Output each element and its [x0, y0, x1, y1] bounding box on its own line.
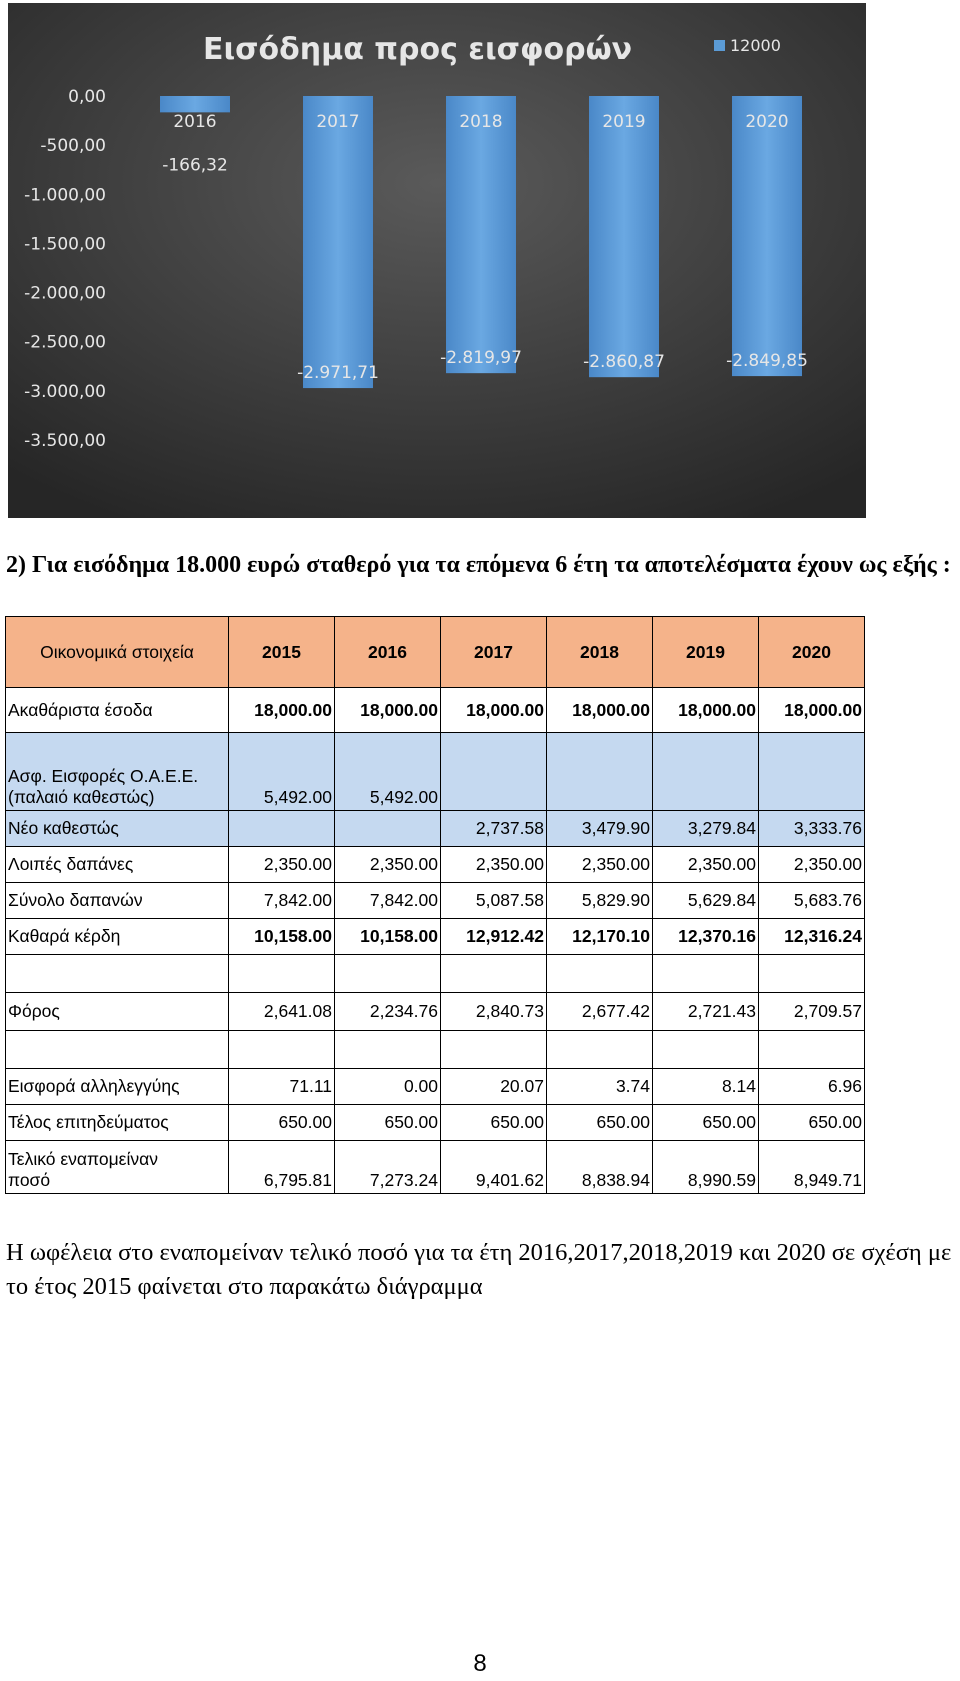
table-cell: 18,000.00 [441, 688, 547, 733]
table-cell [653, 733, 759, 811]
table-cell: 0.00 [335, 1069, 441, 1105]
table-cell: 18,000.00 [759, 688, 865, 733]
table-cell: 7,842.00 [335, 883, 441, 919]
table-cell [229, 811, 335, 847]
y-tick-label: -2.000,00 [24, 283, 106, 304]
table-cell: 3,479.90 [547, 811, 653, 847]
table-cell: 7,273.24 [335, 1141, 441, 1194]
bar [732, 96, 802, 376]
y-tick-label: -500,00 [40, 136, 106, 157]
y-tick-label: -2.500,00 [24, 332, 106, 353]
table-cell: 2,350.00 [759, 847, 865, 883]
y-tick-label: 0,00 [68, 87, 106, 107]
table-cell: 3,279.84 [653, 811, 759, 847]
table-header-row [6, 617, 865, 688]
table-cell: 650.00 [229, 1105, 335, 1141]
table-cell [335, 811, 441, 847]
category-label: 2016 [173, 112, 217, 132]
table-cell: 2,737.58 [441, 811, 547, 847]
year-header: 2016 [335, 617, 441, 688]
table-cell: 12,316.24 [759, 919, 865, 955]
legend-swatch [714, 40, 725, 51]
year-header: 2015 [229, 617, 335, 688]
row-label-line: Ασφ. Εισφορές Ο.Α.Ε.Ε. [8, 766, 199, 786]
row-spacer [6, 955, 865, 993]
row-label-line: Τελικό εναπομείναν [8, 1149, 158, 1169]
table-cell: 6.96 [759, 1069, 865, 1105]
table-cell: 5,683.76 [759, 883, 865, 919]
row-label: Ακαθάριστα έσοδα [6, 688, 229, 733]
table-cell: 18,000.00 [229, 688, 335, 733]
row-new-regime [6, 811, 865, 847]
data-label: -2.849,85 [726, 351, 808, 372]
table-cell: 12,370.16 [653, 919, 759, 955]
bar [303, 96, 373, 388]
table-cell: 20.07 [441, 1069, 547, 1105]
table-cell: 650.00 [759, 1105, 865, 1141]
table-cell: 12,912.42 [441, 919, 547, 955]
data-label: -2.819,97 [440, 348, 522, 369]
table-cell [759, 733, 865, 811]
row-spacer [6, 1031, 865, 1069]
row-label: Σύνολο δαπανών [6, 883, 229, 919]
legend-label: 12000 [730, 36, 781, 55]
row-other-expenses [6, 847, 865, 883]
y-tick-label: -3.000,00 [24, 381, 106, 402]
table-cell: 650.00 [441, 1105, 547, 1141]
year-header: 2017 [441, 617, 547, 688]
table-cell: 2,677.42 [547, 993, 653, 1031]
table-cell: 2,709.57 [759, 993, 865, 1031]
table-cell: 5,829.90 [547, 883, 653, 919]
row-label [6, 1141, 229, 1194]
bar [160, 96, 230, 112]
y-tick-label: -1.500,00 [24, 234, 106, 255]
table-cell: 18,000.00 [653, 688, 759, 733]
table-cell: 10,158.00 [335, 919, 441, 955]
y-tick-label: -1.000,00 [24, 185, 106, 206]
section-heading: 2) Για εισόδημα 18.000 ευρώ σταθερό για τα επόμενα 6 έτη τα αποτελέσματα έχουν ως εξής : [6, 552, 951, 578]
row-label: Φόρος [6, 993, 229, 1031]
table-cell: 12,170.10 [547, 919, 653, 955]
row-total-expenses [6, 883, 865, 919]
bar [446, 96, 516, 373]
row-label [6, 733, 229, 811]
page-number: 8 [473, 1650, 487, 1677]
year-header: 2020 [759, 617, 865, 688]
table-cell: 6,795.81 [229, 1141, 335, 1194]
table-cell: 3,333.76 [759, 811, 865, 847]
row-label-line: ποσό [8, 1170, 51, 1190]
category-label: 2019 [602, 112, 646, 132]
category-label: 2017 [316, 112, 360, 132]
table-cell: 5,087.58 [441, 883, 547, 919]
table-cell: 18,000.00 [335, 688, 441, 733]
table-cell: 2,641.08 [229, 993, 335, 1031]
table-cell: 2,234.76 [335, 993, 441, 1031]
table-cell: 3.74 [547, 1069, 653, 1105]
table-cell: 650.00 [653, 1105, 759, 1141]
table-cell: 5,492.00 [335, 733, 441, 811]
table-cell: 2,350.00 [653, 847, 759, 883]
year-header: 2018 [547, 617, 653, 688]
table-cell: 2,350.00 [441, 847, 547, 883]
financial-table [5, 616, 865, 1194]
row-label: Λοιπές δαπάνες [6, 847, 229, 883]
table-cell: 2,840.73 [441, 993, 547, 1031]
table-cell: 8,838.94 [547, 1141, 653, 1194]
row-business-fee [6, 1105, 865, 1141]
contribution-income-chart [8, 3, 866, 518]
table-cell: 2,350.00 [335, 847, 441, 883]
row-label: Εισφορά αλληλεγγύης [6, 1069, 229, 1105]
row-net-profit [6, 919, 865, 955]
category-label: 2020 [745, 112, 789, 132]
table-cell: 5,492.00 [229, 733, 335, 811]
row-gross-revenue [6, 688, 865, 733]
table-cell: 650.00 [547, 1105, 653, 1141]
y-tick-label: -3.500,00 [24, 431, 106, 451]
table-cell: 8,949.71 [759, 1141, 865, 1194]
table-cell: 7,842.00 [229, 883, 335, 919]
row-tax [6, 993, 865, 1031]
data-label: -166,32 [162, 155, 228, 176]
table-cell: 2,350.00 [547, 847, 653, 883]
header-label: Οικονομικά στοιχεία [6, 617, 229, 688]
row-label: Τέλος επιτηδεύματος [6, 1105, 229, 1141]
table-cell: 9,401.62 [441, 1141, 547, 1194]
row-insurance-old-regime [6, 733, 865, 811]
table-cell: 8,990.59 [653, 1141, 759, 1194]
category-label: 2018 [459, 112, 503, 132]
row-solidarity-contribution [6, 1069, 865, 1105]
table-cell: 2,721.43 [653, 993, 759, 1031]
table-cell: 10,158.00 [229, 919, 335, 955]
table-cell: 650.00 [335, 1105, 441, 1141]
table-cell: 5,629.84 [653, 883, 759, 919]
chart-title: Εισόδημα προς εισφορών [203, 32, 633, 67]
bar [589, 96, 659, 377]
table-cell: 18,000.00 [547, 688, 653, 733]
summary-note: Η ωφέλεια στο εναπομείναν τελικό ποσό για τα έτη 2016,2017,2018,2019 και 2020 σε σχέση με το έτος 2015 φαίνεται στο παρακάτω διάγραμμα [6, 1239, 952, 1300]
table-cell: 71.11 [229, 1069, 335, 1105]
data-label: -2.971,71 [297, 363, 379, 384]
table-cell: 2,350.00 [229, 847, 335, 883]
row-final-remaining [6, 1141, 865, 1194]
data-label: -2.860,87 [583, 352, 665, 373]
table-cell [547, 733, 653, 811]
table-cell [441, 733, 547, 811]
row-label: Νέο καθεστώς [6, 811, 229, 847]
chart-canvas [8, 3, 866, 518]
row-label: Καθαρά κέρδη [6, 919, 229, 955]
table-cell: 8.14 [653, 1069, 759, 1105]
year-header: 2019 [653, 617, 759, 688]
row-label-line: (παλαιό καθεστώς) [8, 787, 155, 807]
